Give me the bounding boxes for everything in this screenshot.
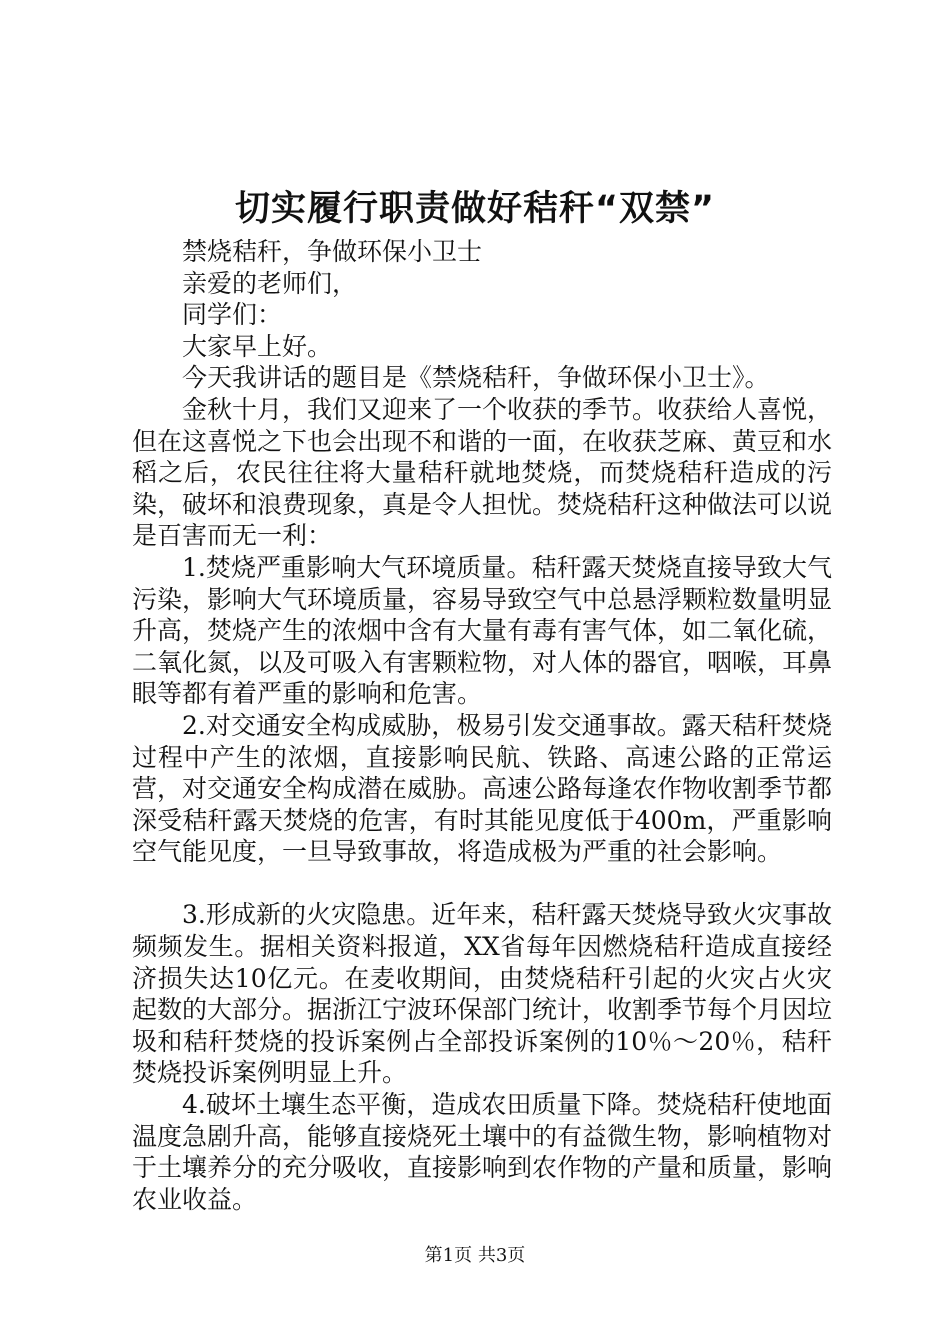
paragraph-topic: 今天我讲话的题目是《禁烧秸秆，争做环保小卫士》。 [182,363,770,393]
paragraph-point-2: 2.对交通安全构成威胁，极易引发交通事故。露天秸秆焚烧过程中产生的浓烟，直接影响民航、铁路、高速公路的正常运营，对交通安全构成潜在威胁。高速公路每逢农作物收割季节都深受秸秆露天焚烧的危害，有时其能见度低于400m，严重影响空气能见度，一旦导致事故，将造成极为严重的社会影响。 [132,710,833,867]
paragraph-salutation-teachers: 亲爱的老师们， [182,268,358,298]
paragraph-point-1: 1.焚烧严重影响大气环境质量。秸秆露天焚烧直接导致大气污染，影响大气环境质量，容易导致空气中总悬浮颗粒数量明显升高，焚烧产生的浓烟中含有大量有毒有害气体，如二氧化硫，二氧化氮，以及可吸入有害颗粒物，对人体的器官，咽喉，耳鼻眼等都有着严重的影响和危害。 [132,552,833,709]
document-title: 切实履行职责做好秸秆“双禁” [234,189,715,229]
paragraph-subtitle: 禁烧秸秆，争做环保小卫士 [182,237,483,266]
paragraph-point-4: 4.破坏土壤生态平衡，造成农田质量下降。焚烧秸秆使地面温度急剧升高，能够直接烧死土壤中的有益微生物，影响植物对于土壤养分的充分吸收，直接影响到农作物的产量和质量，影响农业收益。 [132,1090,833,1214]
paragraph-spacer [132,868,832,900]
paragraph-point-3: 3.形成新的火灾隐患。近年来，秸秆露天焚烧导致火灾事故频频发生。据相关资料报道，XX省每年因燃烧秸秆造成直接经济损失达10亿元。在麦收期间，由焚烧秸秆引起的火灾占火灾起数的大部分。据浙江宁波环保部门统计，收割季节每个月因垃圾和秸秆焚烧的投诉案例占全部投诉案例的10％～20％，秸秆焚烧投诉案例明显上升。 [132,900,833,1088]
paragraph-greeting: 大家早上好。 [182,331,333,361]
document-body [132,236,832,1215]
page-number-footer: 第1页 共3页 [424,1245,526,1266]
paragraph-salutation-students: 同学们： [182,300,283,330]
paragraph-intro: 金秋十月，我们又迎来了一个收获的季节。收获给人喜悦，但在这喜悦之下也会出现不和谐的一面，在收获芝麻、黄豆和水稻之后，农民往往将大量秸秆就地焚烧，而焚烧秸秆造成的污染，破坏和浪费现象，真是令人担忧。焚烧秸秆这种做法可以说是百害而无一利： [132,394,833,551]
